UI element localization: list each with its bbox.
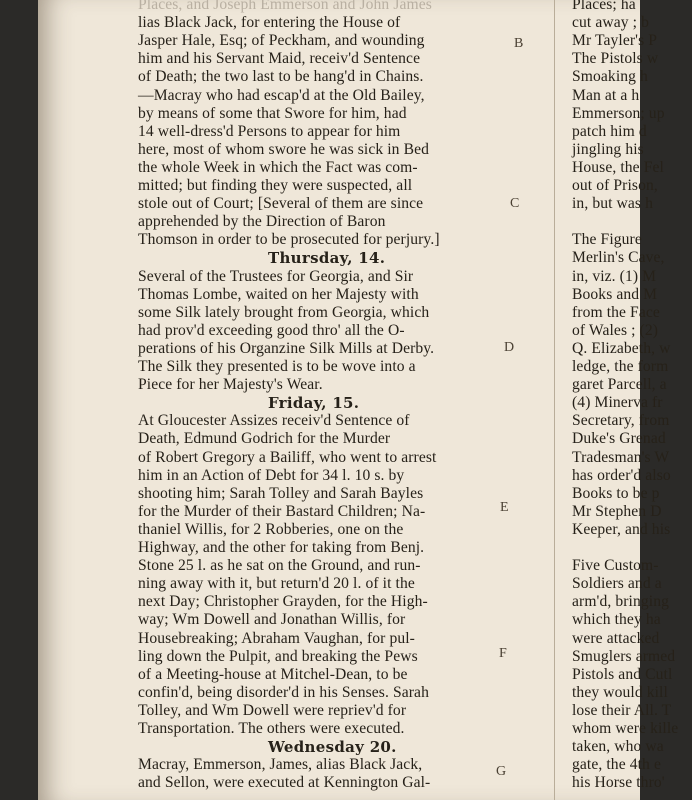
text-line: whom were kille bbox=[572, 720, 679, 737]
text-line: him in an Action of Debt for 34 l. 10 s. by bbox=[138, 466, 405, 484]
text-line: his Horse thro' bbox=[572, 774, 665, 792]
text-line: Tradesman's W bbox=[572, 448, 670, 466]
text-line: Q. Elizabeth, w bbox=[572, 339, 671, 357]
text-line: has order'd also bbox=[572, 466, 671, 484]
text-line: out of Prison, bbox=[572, 177, 658, 194]
text-line: Jasper Hale, Esq; of Peckham, and wounding bbox=[138, 32, 425, 50]
text-line: in, viz. (1) M bbox=[572, 267, 657, 285]
text-line: by means of some that Swore for him, had bbox=[138, 104, 407, 122]
text-line: Stone 25 l. as he sat on the Ground, and run- bbox=[138, 557, 421, 575]
text-line: were attacked bbox=[572, 629, 660, 647]
text-line: ledge, the form bbox=[572, 358, 669, 375]
text-line: lias Black Jack, for entering the House of bbox=[138, 14, 401, 32]
text-line: of Robert Gregory a Bailiff, who went to arrest bbox=[138, 448, 437, 466]
text-line: patch him d bbox=[572, 122, 647, 140]
text-line: confin'd, being disorder'd in his Senses. Sarah bbox=[138, 683, 429, 701]
text-line: in, but was h bbox=[572, 195, 653, 213]
newspaper-page bbox=[38, 0, 679, 800]
text-line: of Wales ; (2) bbox=[572, 321, 659, 339]
text-line: jingling his bbox=[572, 140, 644, 158]
text-line: Transportation. The others were executed. bbox=[138, 720, 405, 737]
text-line: Death, Edmund Godrich for the Murder bbox=[138, 430, 391, 448]
text-line: The Pistols w bbox=[572, 50, 659, 68]
text-line: House, the Fel bbox=[572, 158, 664, 176]
text-line: 14 well-dress'd Persons to appear for him bbox=[138, 122, 401, 140]
text-line: arm'd, bringing bbox=[572, 593, 669, 611]
text-line: taken, who wa bbox=[572, 738, 664, 756]
text-line: him and his Servant Maid, receiv'd Sentence bbox=[138, 50, 421, 68]
text-line: they would kill bbox=[572, 683, 668, 701]
text-line: the whole Week in which the Fact was com- bbox=[138, 158, 418, 176]
text-line: gate, the 4th e bbox=[572, 756, 661, 774]
text-line: shooting him; Sarah Tolley and Sarah Bayles bbox=[138, 484, 424, 502]
text-line: The Silk they presented is to be wove into a bbox=[138, 358, 416, 375]
text-line: lose their All. T bbox=[572, 701, 672, 719]
text-line: Tolley, and Wm Dowell were repriev'd for bbox=[138, 701, 407, 719]
text-line: Books and M bbox=[572, 285, 658, 303]
text-line: had prov'd exceeding good thro' all the O- bbox=[138, 321, 405, 339]
text-line: At Gloucester Assizes receiv'd Sentence of bbox=[138, 412, 410, 430]
text-line: Several of the Trustees for Georgia, and Sir bbox=[138, 267, 414, 285]
text-line: Man at a h bbox=[572, 86, 640, 104]
text-line: Smuglers armed bbox=[572, 647, 676, 665]
text-line: Secretary, from bbox=[572, 412, 670, 430]
text-line: Piece for her Majesty's Wear. bbox=[138, 376, 323, 394]
text-line: Books to be p bbox=[572, 484, 660, 502]
date-heading: Thursday, 14. bbox=[268, 249, 386, 268]
margin-letter-b: B bbox=[514, 36, 524, 51]
text-line: —Macray who had escap'd at the Old Bailey, bbox=[138, 86, 425, 104]
text-line: perations of his Organzine Silk Mills at Derby. bbox=[138, 339, 435, 357]
column-rule bbox=[554, 0, 555, 800]
text-line: Thomas Lombe, waited on her Majesty with bbox=[138, 285, 419, 303]
margin-letter-c: C bbox=[510, 196, 520, 211]
text-line: here, most of whom swore he was sick in Bed bbox=[138, 140, 429, 158]
text-line: Emmerson; up bbox=[572, 104, 665, 122]
text-line: Highway, and the other for taking from Benj. bbox=[138, 539, 425, 556]
margin-letter-f: F bbox=[499, 646, 507, 661]
text-line: for the Murder of their Bastard Children; Na- bbox=[138, 502, 426, 520]
text-line: Smoaking h bbox=[572, 68, 648, 86]
text-line: next Day; Christopher Grayden, for the High- bbox=[138, 593, 428, 611]
text-line: and Sellon, were executed at Kennington Gal- bbox=[138, 774, 431, 792]
text-line: Mr Stephen D bbox=[572, 502, 662, 520]
text-line: cut away ; b bbox=[572, 14, 649, 32]
margin-letter-e: E bbox=[500, 500, 509, 515]
text-line: Soldiers and a bbox=[572, 575, 662, 593]
text-line: of a Meeting-house at Mitchel-Dean, to be bbox=[138, 665, 408, 683]
text-line: ning away with it, but return'd 20 l. of it the bbox=[138, 575, 415, 593]
text-line: Merlin's Cave, bbox=[572, 249, 665, 267]
date-heading: Friday, 15. bbox=[268, 394, 360, 413]
text-line: (4) Minerva fr bbox=[572, 394, 663, 412]
margin-letter-g: G bbox=[496, 764, 507, 779]
text-line: ling down the Pulpit, and breaking the Pews bbox=[138, 647, 418, 665]
text-line: garet Parcell, a bbox=[572, 376, 667, 394]
text-line: thaniel Willis, for 2 Robberies, one on the bbox=[138, 520, 404, 538]
text-line: Mr Tayler's P bbox=[572, 32, 658, 50]
margin-letter-d: D bbox=[504, 340, 515, 355]
text-line: Macray, Emmerson, James, alias Black Jack, bbox=[138, 756, 423, 774]
text-line: apprehended by the Direction of Baron bbox=[138, 213, 386, 231]
text-line: way; Wm Dowell and Jonathan Willis, for bbox=[138, 611, 406, 629]
text-line: Five Custom- bbox=[572, 557, 659, 575]
text-line: Pistols and Cutl bbox=[572, 665, 673, 683]
text-line: Places; ha bbox=[572, 0, 636, 13]
text-line: mitted; but finding they were suspected, all bbox=[138, 177, 413, 194]
text-line: which they ha bbox=[572, 611, 661, 629]
text-line: Housebreaking; Abraham Vaughan, for pul- bbox=[138, 629, 415, 647]
text-line: The Figure bbox=[572, 231, 642, 249]
text-line: from the Face bbox=[572, 303, 660, 321]
date-heading: Wednesday 20. bbox=[268, 738, 397, 757]
text-line: of Death; the two last to be hang'd in Chains. bbox=[138, 68, 424, 86]
text-line: Keeper, and his bbox=[572, 520, 671, 538]
text-line: stole out of Court; [Several of them are since bbox=[138, 195, 424, 213]
text-line: some Silk lately brought from Georgia, which bbox=[138, 303, 430, 321]
text-line: Places, and Joseph Emmerson and John James bbox=[138, 0, 432, 13]
text-line: Thomson in order to be prosecuted for perjury.] bbox=[138, 231, 440, 249]
text-line: Duke's Grenad bbox=[572, 430, 666, 448]
